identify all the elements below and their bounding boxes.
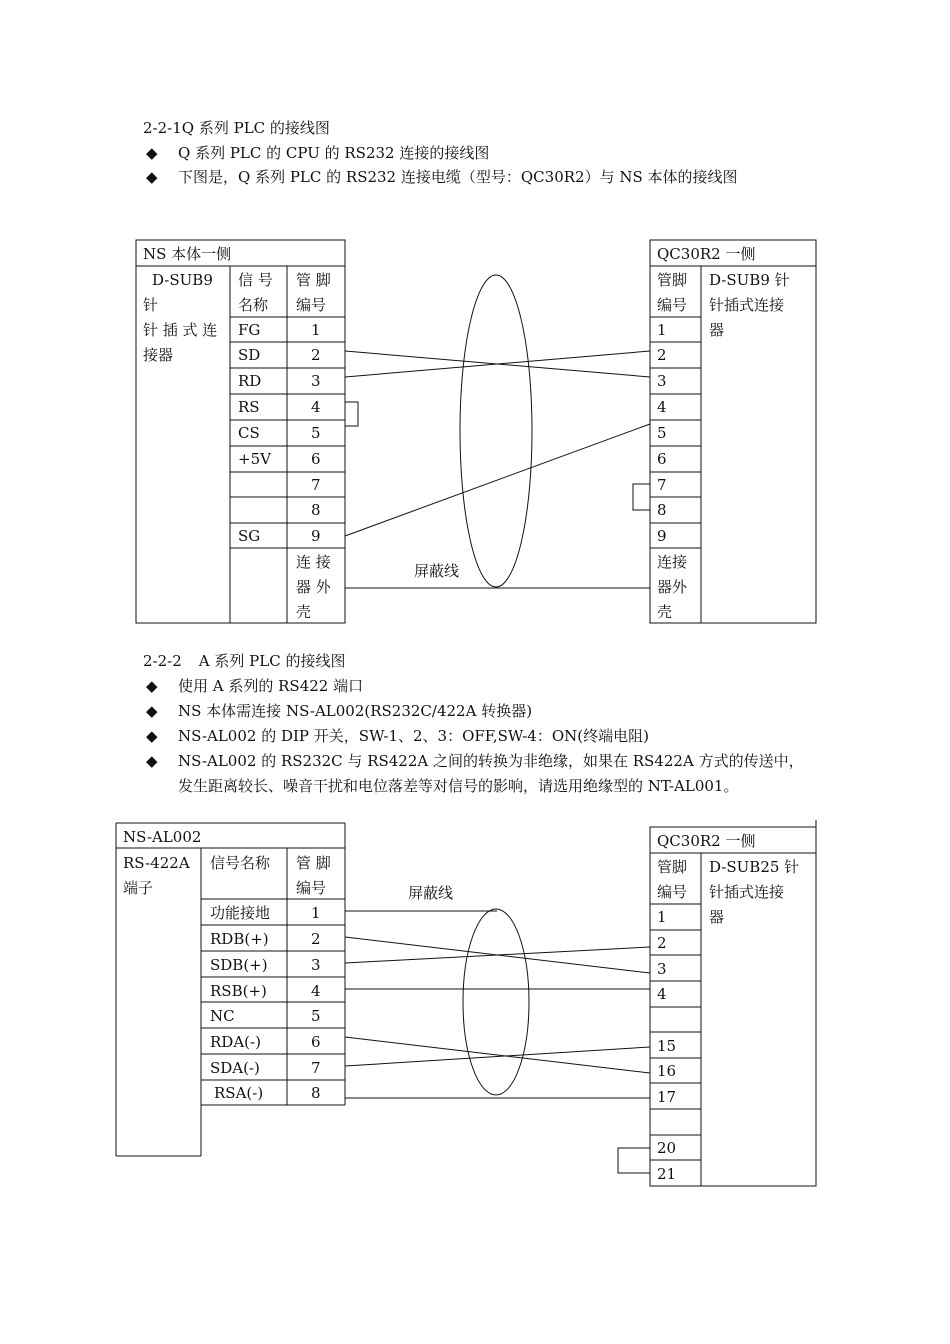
d1-right-shell-3: 壳	[657, 603, 673, 621]
d2-signal: RDA(-)	[210, 1033, 261, 1051]
d2-pin: 1	[311, 904, 321, 922]
d1-right-shell-1: 连接	[657, 553, 688, 571]
d2-pin-header-1: 管 脚	[296, 854, 331, 872]
d2-right-connector-3: 器	[709, 908, 725, 926]
d2-signal: NC	[210, 1007, 235, 1025]
d2-pin: 8	[311, 1084, 321, 1102]
d2-right-pin: 15	[657, 1037, 677, 1055]
d2-left-title: NS-AL002	[123, 828, 202, 846]
d1-pin: 6	[311, 450, 321, 468]
d1-right-pin: 6	[657, 450, 667, 468]
d1-pin: 8	[311, 501, 321, 519]
d2-shield-label: 屏蔽线	[408, 884, 454, 902]
d2-right-pin: 4	[657, 985, 667, 1003]
section1-heading: 2-2-1Q 系列 PLC 的接线图	[143, 119, 330, 137]
d2-right-pin: 21	[657, 1165, 677, 1183]
bullet-text: NS-AL002 的 DIP 开关，SW-1、2、3：OFF,SW-4：ON(终端电阻)	[178, 727, 649, 745]
d1-pin: 9	[311, 527, 321, 545]
d1-right-connector-3: 器	[709, 321, 725, 339]
d2-pin: 5	[311, 1007, 321, 1025]
d1-right-pin-header-1: 管脚	[657, 271, 688, 289]
loopback-20-21	[618, 1148, 650, 1173]
d1-right-pin: 7	[657, 476, 667, 494]
d2-pin: 3	[311, 956, 321, 974]
diamond-bullet-icon: ◆	[146, 702, 158, 720]
d1-signal: SG	[238, 527, 261, 545]
d2-signal: 功能接地	[210, 904, 271, 922]
d1-right-shell-2: 器外	[657, 578, 688, 596]
d1-right-title: QC30R2 一侧	[657, 245, 756, 263]
d1-signal: +5V	[238, 450, 271, 468]
d1-right-pin: 5	[657, 424, 667, 442]
diamond-bullet-icon: ◆	[146, 752, 158, 770]
bullet-text: Q 系列 PLC 的 CPU 的 RS232 连接的接线图	[178, 144, 490, 162]
d2-right-pin: 16	[657, 1062, 677, 1080]
d2-signal-header: 信号名称	[210, 854, 271, 872]
d1-signal: RS	[238, 398, 260, 416]
wire-rda-to-16	[345, 1037, 650, 1073]
d2-right-connector-1: D-SUB25 针	[709, 858, 800, 876]
d1-right-pin: 3	[657, 372, 667, 390]
d2-right-pin: 3	[657, 960, 667, 978]
d1-pin: 1	[311, 321, 321, 339]
d1-left-connector-line3: 针 插 式 连	[143, 321, 218, 339]
d1-signal-header-2: 名称	[238, 296, 269, 314]
d2-left-connector-1: RS-422A	[123, 854, 190, 872]
diamond-bullet-icon: ◆	[146, 677, 158, 695]
d1-signal: CS	[238, 424, 260, 442]
d2-right-pin-header-2: 编号	[657, 883, 688, 901]
d2-signal: SDA(-)	[210, 1059, 260, 1077]
d1-left-connector-line1: D-SUB9	[152, 271, 213, 289]
bullet-text: NS 本体需连接 NS-AL002(RS232C/422A 转换器)	[178, 702, 533, 720]
section2-heading-number: 2-2-2	[143, 652, 182, 670]
d1-pin-header-1: 管 脚	[296, 271, 331, 289]
d1-pin-header-2: 编号	[296, 296, 327, 314]
d2-signal: RDB(+)	[210, 930, 269, 948]
d1-right-pin: 2	[657, 346, 667, 364]
d1-pin: 4	[311, 398, 321, 416]
shield-ellipse-2	[463, 909, 529, 1095]
d1-right-pin: 1	[657, 321, 667, 339]
d2-pin-header-2: 编号	[296, 879, 327, 897]
d1-right-pin-header-2: 编号	[657, 296, 688, 314]
bullet-text: NS-AL002 的 RS232C 与 RS422A 之间的转换为非绝缘，如果在 RS422A 方式的传送中，	[178, 752, 804, 770]
d1-right-pin: 8	[657, 501, 667, 519]
d2-pin: 6	[311, 1033, 321, 1051]
d1-left-connector-line4: 接器	[143, 346, 174, 364]
d2-right-pin: 17	[657, 1088, 677, 1106]
d1-signal: RD	[238, 372, 262, 390]
d1-right-pin: 4	[657, 398, 667, 416]
d2-left-connector-2: 端子	[123, 879, 154, 897]
bullet-text: 使用 A 系列的 RS422 端口	[178, 677, 364, 695]
section2-bullet-4-continuation: 发生距离较长、噪音干扰和电位落差等对信号的影响，请选用绝缘型的 NT-AL001。	[178, 777, 739, 795]
d1-pin: 5	[311, 424, 321, 442]
d2-pin: 7	[311, 1059, 321, 1077]
d1-pin: 7	[311, 476, 321, 494]
d2-right-connector-2: 针插式连接	[709, 883, 785, 901]
d2-signal: RSB(+)	[210, 982, 267, 1000]
d1-left-shell-3: 壳	[296, 603, 312, 621]
d1-signal: FG	[238, 321, 261, 339]
d1-pin: 3	[311, 372, 321, 390]
d2-signal: SDB(+)	[210, 956, 268, 974]
d1-left-connector-line2: 针	[143, 296, 159, 314]
d1-right-connector-2: 针插式连接	[709, 296, 785, 314]
d1-signal-header-1: 信 号	[238, 271, 273, 289]
d2-right-pin: 1	[657, 908, 667, 926]
diamond-bullet-icon: ◆	[146, 168, 158, 186]
diamond-bullet-icon: ◆	[146, 144, 158, 162]
d2-right-pin: 20	[657, 1139, 677, 1157]
wire-sdb-to-2	[345, 947, 650, 963]
wire-sda-to-15	[345, 1047, 650, 1066]
d1-left-shell-2: 器 外	[296, 578, 331, 596]
d1-right-pin: 9	[657, 527, 667, 545]
section2-heading-text: A 系列 PLC 的接线图	[198, 652, 346, 670]
d1-pin: 2	[311, 346, 321, 364]
d1-right-connector-1: D-SUB9 针	[709, 271, 790, 289]
d2-right-title: QC30R2 一侧	[657, 832, 756, 850]
d2-pin: 2	[311, 930, 321, 948]
bullet-text: 下图是，Q 系列 PLC 的 RS232 连接电缆（型号：QC30R2）与 NS 本体的接线图	[178, 168, 738, 186]
d1-left-title: NS 本体一侧	[143, 245, 232, 263]
d2-right-pin-header-1: 管脚	[657, 858, 688, 876]
d2-pin: 4	[311, 982, 321, 1000]
d1-shield-label: 屏蔽线	[414, 562, 460, 580]
d2-right-pin: 2	[657, 934, 667, 952]
d1-signal: SD	[238, 346, 261, 364]
d1-left-shell-1: 连 接	[296, 553, 331, 571]
diamond-bullet-icon: ◆	[146, 727, 158, 745]
d2-signal: RSA(-)	[214, 1084, 264, 1102]
